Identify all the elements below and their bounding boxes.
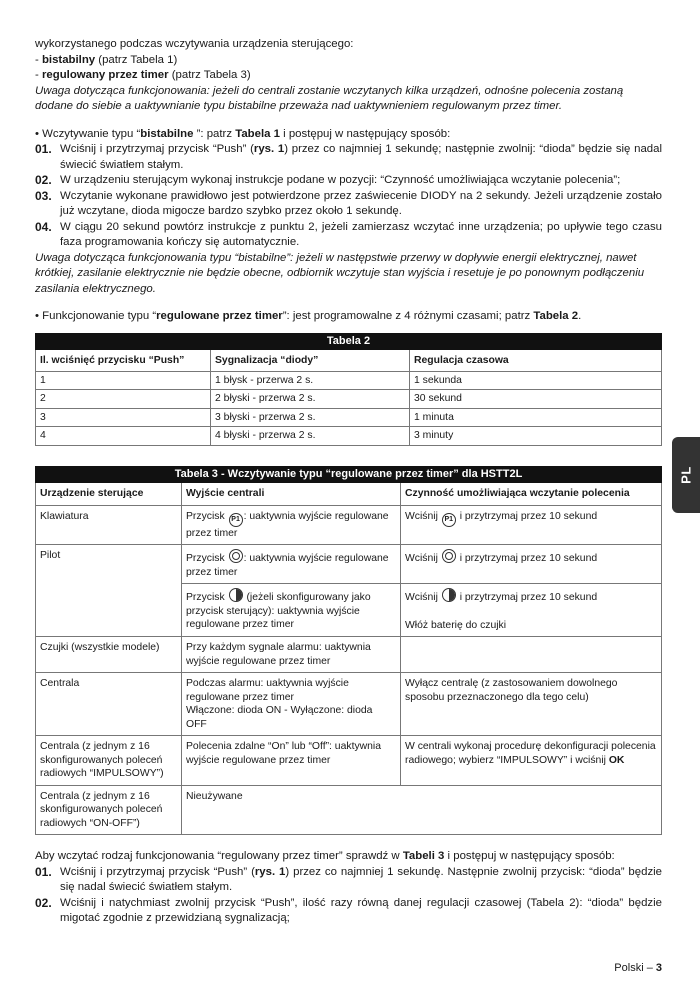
table-cell xyxy=(182,673,401,736)
table-cell xyxy=(401,545,662,584)
lead-text: ”: jest programowalne z 4 różnymi czasami; patrz xyxy=(282,310,534,322)
table-cell: Centrala (z jednym z 16 skonfigurowanych poleceń radiowych “IMPULSOWY”) xyxy=(36,736,182,786)
cell-text: Przycisk xyxy=(186,592,225,603)
step-text-c: ) przez co najmniej 1 sekundę. Następnie zwolnij przycisk: “dioda” będzie się nadal świecić światłem stałym. xyxy=(60,865,663,893)
table-row xyxy=(36,427,662,446)
bistable-step xyxy=(35,173,662,189)
cell-text: i przytrzymaj przez 10 sekund xyxy=(459,592,598,603)
outro-step xyxy=(35,865,662,896)
remote-half-button-icon xyxy=(229,588,243,602)
cell-text: : uaktywnia wyjście regulowane przez timer xyxy=(186,510,389,539)
table-row xyxy=(36,736,662,786)
lead-text: . xyxy=(578,310,582,322)
step-text xyxy=(60,142,662,173)
table-cell: Klawiatura xyxy=(36,505,182,545)
cell-text-bold: OK xyxy=(608,754,625,766)
table-cell xyxy=(182,545,401,584)
table-cell: 3 błyski - przerwa 2 s. xyxy=(211,408,410,427)
table-header: Urządzenie sterujące xyxy=(36,483,182,506)
cell-text: Wciśnij xyxy=(405,592,438,603)
cell-text: Przycisk xyxy=(186,553,225,564)
step-number: 02. xyxy=(35,173,52,187)
bistable-note: Uwaga dotycząca funkcjonowania typu “bistabilne”: jeżeli w następstwie przerwy w dopływie energii elektrycznej, nawet krótkiej, zasilanie elektrycznie nie będzie obecne, odbiornik wczytuje stan wyjścia i resetuje je po ponownym podłączeniu zasilania elektrycznego. xyxy=(35,251,645,295)
intro-option-rest: (patrz Tabela 3) xyxy=(168,69,251,81)
cell-text: (jeżeli skonfigurowany jako przycisk sterujący): uaktywnia wyjście regulowane przez timer xyxy=(186,592,371,630)
lead-table-ref: Tabela 1 xyxy=(235,127,280,140)
page-footer xyxy=(614,961,662,977)
cell-text: W centrali wykonaj procedurę dekonfiguracji polecenia radiowego; wybierz “IMPULSOWY” i wciśnij xyxy=(405,741,656,766)
step-text-a: Wciśnij i przytrzymaj przycisk “Push” ( xyxy=(60,865,255,878)
table-cell: Centrala xyxy=(36,673,182,736)
table-header: Sygnalizacja “diody” xyxy=(211,350,410,372)
table-row xyxy=(36,371,662,390)
language-tab-label: PL xyxy=(678,466,694,484)
bistable-step xyxy=(35,142,662,173)
step-number: 01. xyxy=(35,864,52,879)
outro-lead xyxy=(35,849,662,865)
language-tab xyxy=(672,437,700,513)
lead-text: i postępuj w następujący sposób: xyxy=(279,127,451,140)
table-3 xyxy=(35,466,662,836)
table-cell: 2 xyxy=(36,390,211,409)
footer-page-number: 3 xyxy=(655,962,662,974)
table-cell xyxy=(401,736,662,786)
table-cell: 1 xyxy=(36,371,211,390)
cell-text: Włóż baterię do czujki xyxy=(405,619,507,631)
lead-text: • Funkcjonowanie typu “ xyxy=(35,310,157,322)
footer-language: Polski – xyxy=(614,962,656,974)
cell-text: Włączone: dioda ON - Wyłączone: dioda OFF xyxy=(186,705,373,730)
cell-text: Przycisk xyxy=(186,510,225,522)
remote-button-icon xyxy=(442,549,456,563)
cell-text: Wciśnij xyxy=(405,510,438,522)
table-cell: Polecenia zdalne “On” lub “Off”: uaktywnia wyjście regulowane przez timer xyxy=(182,736,401,786)
step-number: 02. xyxy=(35,895,52,910)
table-2 xyxy=(35,333,662,446)
table-cell: 1 błysk - przerwa 2 s. xyxy=(211,371,410,390)
cell-text: : uaktywnia wyjście regulowane przez timer xyxy=(186,553,389,578)
step-text-b: rys. 1 xyxy=(254,865,286,878)
step-number: 04. xyxy=(35,219,52,234)
table-cell: 3 xyxy=(36,408,211,427)
timer-lead xyxy=(35,309,662,325)
table-cell xyxy=(401,505,662,545)
bistable-step xyxy=(35,189,662,220)
intro-option-bold: bistabilny xyxy=(41,53,96,66)
lead-text: Aby wczytać rodzaj funkcjonowania “regulowany przez timer” sprawdź w xyxy=(35,850,403,862)
table-row xyxy=(36,390,662,409)
table-cell xyxy=(182,584,401,637)
intro-option-bistable xyxy=(35,53,662,69)
lead-bold: bistabilne xyxy=(140,127,194,140)
bistable-step xyxy=(35,220,662,251)
intro-note: Uwaga dotycząca funkcjonowania: jeżeli do centrali zostanie wczytanych kilka urządzeń, odnośne polecenia zostaną dodane do siebie a uaktywnianie typu bistabilne przeważa nad uaktywnieniem regulowanym przez timer. xyxy=(35,84,624,112)
intro-option-rest: (patrz Tabela 1) xyxy=(95,53,178,66)
step-text: Wczytanie wykonane prawidłowo jest potwierdzone przez zaświecenie DIODY na 2 sekundy. Jeżeli urządzenie zostało już wczytane, dioda migocze bardzo szybko przez około 1 sekundę. xyxy=(60,189,662,217)
table-cell xyxy=(182,505,401,545)
table-cell: Przy każdym sygnale alarmu: uaktywnia wyjście regulowane przez timer xyxy=(182,637,401,673)
intro-option-prefix: - xyxy=(35,53,42,66)
remote-half-button-icon xyxy=(442,588,456,602)
intro-option-bold: regulowany przez timer xyxy=(41,69,169,81)
step-number: 03. xyxy=(35,188,52,203)
step-text-b: rys. 1 xyxy=(253,143,285,155)
lead-text: • Wczytywanie typu “ xyxy=(35,127,141,140)
table-cell: 4 błyski - przerwa 2 s. xyxy=(211,427,410,446)
table-header: Czynność umożliwiająca wczytanie polecenia xyxy=(401,483,662,506)
table-row xyxy=(36,408,662,427)
cell-text: i przytrzymaj przez 10 sekund xyxy=(459,510,598,522)
step-text-c: ) przez co najmniej 1 sekundę; następnie zwolnij: “dioda” będzie się nadal świecić światłem stałym. xyxy=(60,143,662,171)
table-row xyxy=(36,545,662,584)
step-text: W ciągu 20 sekund powtórz instrukcje z punktu 2, jeżeli zamierzasz wczytać inne urządzenia; po upływie tego czasu faza programowania kończy się automatycznie. xyxy=(60,220,662,248)
table-row xyxy=(36,785,662,835)
intro-line: wykorzystanego podczas wczytywania urządzenia sterującego: xyxy=(35,38,354,50)
intro-option-prefix: - xyxy=(35,69,42,81)
intro-option-timer xyxy=(35,68,662,84)
lead-text: i postępuj w następujący sposób: xyxy=(444,850,615,862)
cell-text: i przytrzymaj przez 10 sekund xyxy=(459,553,598,564)
table-row xyxy=(36,673,662,736)
remote-button-icon xyxy=(229,549,243,563)
table-header: Wyjście centrali xyxy=(182,483,401,506)
outro-step xyxy=(35,896,662,927)
bistable-lead xyxy=(35,127,662,143)
p1-button-icon: P1 xyxy=(229,513,243,527)
step-text: W urządzeniu sterującym wykonaj instrukcje podane w pozycji: “Czynność umożliwiająca wczytanie polecenia”; xyxy=(60,174,621,186)
table-cell: Centrala (z jednym z 16 skonfigurowanych poleceń radiowych “ON-OFF”) xyxy=(36,785,182,835)
table-cell: 4 xyxy=(36,427,211,446)
table-cell: Pilot xyxy=(36,545,182,637)
table-header: Il. wciśnięć przycisku “Push” xyxy=(36,350,211,372)
table-caption: Tabela 2 xyxy=(36,333,662,350)
table-cell: 30 sekund xyxy=(410,390,662,409)
lead-bold: Tabeli 3 xyxy=(402,850,445,862)
table-cell: Czujki (wszystkie modele) xyxy=(36,637,182,673)
table-cell: 3 minuty xyxy=(410,427,662,446)
table-cell: Nieużywane xyxy=(182,785,662,835)
lead-bold: regulowane przez timer xyxy=(156,310,283,322)
step-number: 01. xyxy=(35,142,52,156)
lead-text: ”: patrz xyxy=(193,127,236,140)
table-caption: Tabela 3 - Wczytywanie typu “regulowane przez timer” dla HSTT2L xyxy=(36,466,662,483)
lead-table-ref: Tabela 2 xyxy=(533,310,579,322)
table-cell: Wyłącz centralę (z zastosowaniem dowolnego sposobu przeznaczonego dla tego celu) xyxy=(401,673,662,736)
p1-button-icon: P1 xyxy=(442,513,456,527)
cell-text: Wciśnij xyxy=(405,553,438,564)
table-cell: 1 sekunda xyxy=(410,371,662,390)
table-header: Regulacja czasowa xyxy=(410,350,662,372)
step-text-a: Wciśnij i przytrzymaj przycisk “Push” ( xyxy=(60,143,254,155)
step-text xyxy=(60,865,662,896)
table-row xyxy=(36,637,662,673)
cell-text: Podczas alarmu: uaktywnia wyjście regulowane przez timer xyxy=(186,678,349,703)
table-cell xyxy=(401,584,662,637)
step-text: Wciśnij i natychmiast zwolnij przycisk “Push”, ilość razy równą danej regulacji czasowej (Tabela 2): “dioda” będzie migotać zgodnie z przewidzianą sygnalizacją; xyxy=(60,896,662,924)
page-content xyxy=(35,37,662,927)
table-row xyxy=(36,505,662,545)
table-cell: 2 błyski - przerwa 2 s. xyxy=(211,390,410,409)
table-cell: 1 minuta xyxy=(410,408,662,427)
table-cell xyxy=(401,637,662,673)
